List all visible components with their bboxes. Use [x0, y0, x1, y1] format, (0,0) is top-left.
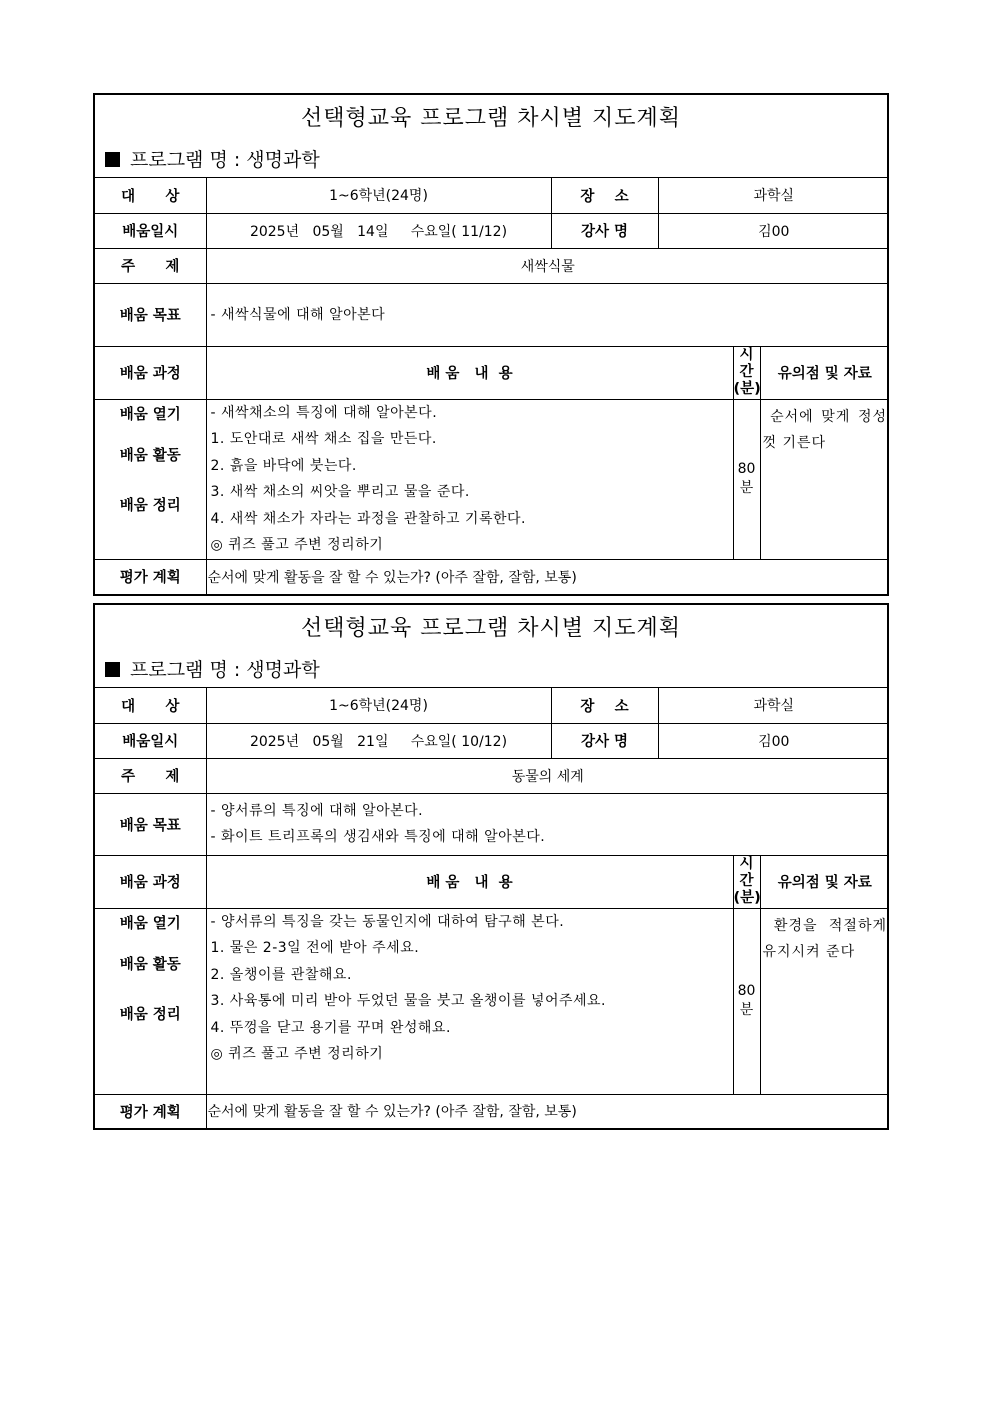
eval-label: 평가 계획: [95, 1094, 206, 1128]
content-line: 1. 도안대로 새싹 채소 집을 만든다.: [210, 431, 437, 447]
content-line: 3. 사육통에 미리 받아 두었던 물을 붓고 올챙이를 넣어주세요.: [210, 993, 606, 1009]
content-line: 2. 흙을 바닥에 붓는다.: [210, 457, 357, 474]
content-cell: [206, 399, 733, 559]
place-label: 장 소: [551, 178, 658, 213]
plan-table: [95, 688, 893, 1128]
step-activity: 배움 활동: [119, 957, 181, 974]
plan-table: [95, 178, 889, 594]
process-label: 배움 과정: [95, 855, 206, 908]
content-line: ◎ 퀴즈 풀고 주변 정리하기: [210, 537, 384, 553]
teacher-value: 김00: [658, 723, 889, 758]
plan-header: [95, 605, 887, 688]
notes-cell: [760, 908, 893, 1094]
process-label: 배움 과정: [95, 346, 206, 399]
target-label: 대 상: [95, 178, 206, 213]
topic-value: 새싹식물: [206, 248, 889, 283]
content-line: 1. 물은 2-3일 전에 받아 주세요.: [210, 940, 420, 956]
program-name: 프로그램 명 : 생명과학: [105, 145, 320, 172]
content-line: - 새싹채소의 특징에 대해 알아본다.: [210, 404, 438, 421]
goal-content: [206, 283, 889, 346]
plan-header: [95, 95, 887, 178]
plan-title: 선택형교육 프로그램 차시별 지도계획: [300, 616, 681, 641]
goal-line: - 양서류의 특징에 대해 알아본다.: [210, 803, 424, 819]
place-value: 과학실: [658, 688, 889, 723]
content-line: ◎ 퀴즈 풀고 주변 정리하기: [210, 1046, 384, 1062]
lesson-plan-1: [93, 93, 889, 596]
step-wrapup: 배움 정리: [119, 1007, 181, 1024]
notes-label: 유의점 및 자료: [760, 855, 889, 908]
goal-line: - 새싹식물에 대해 알아본다: [210, 306, 386, 323]
lesson-plan-2: [93, 603, 893, 1130]
time-label: 시간 (분): [733, 347, 761, 397]
process-steps: [95, 399, 206, 559]
place-value: 과학실: [658, 178, 889, 213]
goal-label: 배움 목표: [95, 283, 206, 346]
teacher-value: 김00: [658, 213, 889, 248]
content-cell: [206, 908, 733, 1094]
date-label: 배움일시: [95, 213, 206, 248]
content-line: - 양서류의 특징을 갖는 동물인지에 대하여 탐구해 본다.: [210, 913, 565, 930]
teacher-label: 강사 명: [551, 213, 658, 248]
plan-title: 선택형교육 프로그램 차시별 지도계획: [300, 106, 681, 131]
square-bullet-icon: [105, 152, 120, 167]
target-label: 대 상: [95, 688, 206, 723]
content-line: 4. 새싹 채소가 자라는 과정을 관찰하고 기록한다.: [210, 510, 526, 527]
process-steps: [95, 908, 206, 1094]
target-value: 1~6학년(24명): [206, 178, 551, 213]
time-value: 80분: [733, 908, 760, 1094]
date-label: 배움일시: [95, 723, 206, 758]
content-label: 배 움 내 용: [206, 855, 733, 908]
program-name: 프로그램 명 : 생명과학: [105, 655, 320, 682]
date-value: 2025년 05월 21일 수요일( 10/12): [206, 723, 551, 758]
content-line: 2. 올챙이를 관찰해요.: [210, 966, 352, 983]
time-value: 80분: [733, 399, 760, 559]
content-line: 3. 새싹 채소의 씨앗을 뿌리고 물을 준다.: [210, 484, 470, 500]
topic-label: 주 제: [95, 758, 206, 793]
step-activity: 배움 활동: [119, 448, 181, 465]
content-line: 4. 뚜껑을 닫고 용기를 꾸며 완성해요.: [210, 1019, 451, 1036]
notes-cell: [760, 399, 889, 559]
content-label: 배 움 내 용: [206, 346, 733, 399]
notes-label: 유의점 및 자료: [760, 346, 889, 399]
eval-value: 순서에 맞게 활동을 잘 할 수 있는가? (아주 잘함, 잘함, 보통): [206, 1094, 889, 1128]
date-value: 2025년 05월 14일 수요일( 11/12): [206, 213, 551, 248]
notes-text: 환경을 적절하게 유지시켜 준다: [762, 917, 893, 960]
place-label: 장 소: [551, 688, 658, 723]
step-open: 배움 열기: [119, 407, 181, 424]
eval-label: 평가 계획: [95, 559, 206, 594]
goal-label: 배움 목표: [95, 793, 206, 855]
time-label: 시간 (분): [733, 856, 761, 906]
goal-line: - 화이트 트리프록의 생김새와 특징에 대해 알아본다.: [210, 829, 546, 845]
square-bullet-icon: [105, 662, 120, 677]
teacher-label: 강사 명: [551, 723, 658, 758]
notes-text: 순서에 맞게 정성껏 기른다: [762, 408, 888, 451]
target-value: 1~6학년(24명): [206, 688, 551, 723]
step-open: 배움 열기: [119, 916, 181, 933]
topic-value: 동물의 세계: [206, 758, 889, 793]
topic-label: 주 제: [95, 248, 206, 283]
goal-content: [206, 793, 889, 855]
step-wrapup: 배움 정리: [119, 498, 181, 515]
eval-value: 순서에 맞게 활동을 잘 할 수 있는가? (아주 잘함, 잘함, 보통): [206, 559, 889, 594]
